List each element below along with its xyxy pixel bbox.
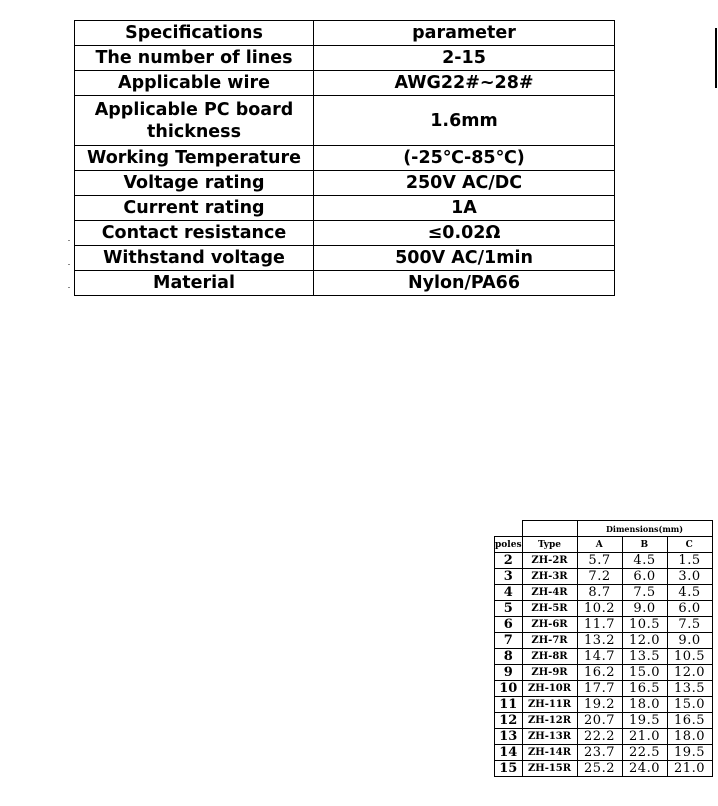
spec-label: Applicable wire [75, 71, 314, 96]
dim-cell-c: 12.0 [667, 665, 712, 681]
dim-cell-a: 16.2 [577, 665, 622, 681]
dim-cell-poles: 6 [495, 617, 523, 633]
spec-row [75, 146, 615, 171]
spec-label: Withstand voltage [75, 246, 314, 271]
dim-cell-b: 15.0 [622, 665, 667, 681]
dim-cell-b: 4.5 [622, 553, 667, 569]
spec-value: 250V AC/DC [314, 171, 615, 196]
dim-cell-b: 19.5 [622, 713, 667, 729]
spec-row [75, 96, 615, 146]
dim-cell-a: 23.7 [577, 745, 622, 761]
dim-header-row [495, 537, 713, 553]
spec-value: 2-15 [314, 46, 615, 71]
dim-row [495, 729, 713, 745]
spec-header-row [75, 21, 615, 46]
spec-row [75, 271, 615, 296]
dim-cell-poles: 5 [495, 601, 523, 617]
dim-row [495, 713, 713, 729]
dim-cell-type: ZH-13R [522, 729, 577, 745]
a-header: A [577, 537, 622, 553]
spec-row [75, 71, 615, 96]
dim-cell-poles: 7 [495, 633, 523, 649]
spec-value: (-25℃-85℃) [314, 146, 615, 171]
dim-row [495, 665, 713, 681]
spec-value: Nylon/PA66 [314, 271, 615, 296]
dim-cell-c: 4.5 [667, 585, 712, 601]
dim-cell-type: ZH-10R [522, 681, 577, 697]
dim-cell-c: 21.0 [667, 761, 712, 777]
right-edge-line [715, 28, 717, 88]
dim-cell-poles: 11 [495, 697, 523, 713]
dimensions-table [494, 520, 713, 777]
dim-row [495, 617, 713, 633]
spec-label: Applicable PC board thickness [75, 96, 314, 146]
dim-cell-type: ZH-2R [522, 553, 577, 569]
dim-row [495, 585, 713, 601]
dim-cell-a: 10.2 [577, 601, 622, 617]
spec-row [75, 196, 615, 221]
dim-cell-type: ZH-6R [522, 617, 577, 633]
dim-cell-b: 7.5 [622, 585, 667, 601]
empty-cell [522, 521, 577, 537]
dim-cell-a: 20.7 [577, 713, 622, 729]
dim-cell-type: ZH-8R [522, 649, 577, 665]
type-header: Type [522, 537, 577, 553]
dim-cell-type: ZH-5R [522, 601, 577, 617]
spec-value: 500V AC/1min [314, 246, 615, 271]
dimensions-title: Dimensions(mm) [577, 521, 712, 537]
dim-cell-poles: 14 [495, 745, 523, 761]
dim-cell-poles: 15 [495, 761, 523, 777]
dim-cell-type: ZH-4R [522, 585, 577, 601]
empty-cell [495, 521, 523, 537]
dim-row [495, 649, 713, 665]
dim-row [495, 681, 713, 697]
dim-cell-b: 6.0 [622, 569, 667, 585]
spec-label: Current rating [75, 196, 314, 221]
spec-label: Material [75, 271, 314, 296]
margin-tick [68, 264, 70, 265]
dim-cell-c: 6.0 [667, 601, 712, 617]
dim-cell-a: 8.7 [577, 585, 622, 601]
dim-cell-c: 16.5 [667, 713, 712, 729]
dim-cell-b: 12.0 [622, 633, 667, 649]
dim-cell-poles: 3 [495, 569, 523, 585]
spec-label: Contact resistance [75, 221, 314, 246]
dim-cell-a: 19.2 [577, 697, 622, 713]
dim-cell-c: 13.5 [667, 681, 712, 697]
dim-cell-type: ZH-15R [522, 761, 577, 777]
dim-cell-type: ZH-14R [522, 745, 577, 761]
dim-cell-a: 22.2 [577, 729, 622, 745]
dim-cell-b: 24.0 [622, 761, 667, 777]
margin-tick [68, 240, 70, 241]
dim-cell-b: 16.5 [622, 681, 667, 697]
specifications-table [74, 20, 615, 296]
spec-value: ≤0.02Ω [314, 221, 615, 246]
dim-row [495, 601, 713, 617]
spec-label: Working Temperature [75, 146, 314, 171]
dim-cell-a: 5.7 [577, 553, 622, 569]
spec-value: AWG22#~28# [314, 71, 615, 96]
dim-cell-b: 9.0 [622, 601, 667, 617]
dim-cell-a: 14.7 [577, 649, 622, 665]
b-header: B [622, 537, 667, 553]
spec-label: The number of lines [75, 46, 314, 71]
dim-cell-type: ZH-7R [522, 633, 577, 649]
dim-cell-type: ZH-12R [522, 713, 577, 729]
dim-cell-b: 13.5 [622, 649, 667, 665]
spec-label: Voltage rating [75, 171, 314, 196]
dim-cell-c: 7.5 [667, 617, 712, 633]
dim-cell-b: 10.5 [622, 617, 667, 633]
dim-title-row [495, 521, 713, 537]
dim-cell-poles: 10 [495, 681, 523, 697]
dim-cell-poles: 4 [495, 585, 523, 601]
dim-row [495, 697, 713, 713]
dim-cell-a: 7.2 [577, 569, 622, 585]
c-header: C [667, 537, 712, 553]
dim-cell-poles: 12 [495, 713, 523, 729]
dim-row [495, 553, 713, 569]
spec-header-value: parameter [314, 21, 615, 46]
dim-cell-type: ZH-9R [522, 665, 577, 681]
margin-tick [68, 287, 70, 288]
dim-cell-c: 15.0 [667, 697, 712, 713]
dim-cell-c: 3.0 [667, 569, 712, 585]
dim-cell-poles: 13 [495, 729, 523, 745]
spec-row [75, 171, 615, 196]
dim-cell-type: ZH-3R [522, 569, 577, 585]
dim-row [495, 569, 713, 585]
dim-cell-b: 21.0 [622, 729, 667, 745]
dim-cell-poles: 8 [495, 649, 523, 665]
dim-cell-b: 22.5 [622, 745, 667, 761]
dim-row [495, 633, 713, 649]
spec-value: 1A [314, 196, 615, 221]
dim-cell-a: 11.7 [577, 617, 622, 633]
dim-cell-poles: 2 [495, 553, 523, 569]
dim-cell-c: 1.5 [667, 553, 712, 569]
spec-row [75, 221, 615, 246]
dim-cell-c: 10.5 [667, 649, 712, 665]
dim-cell-poles: 9 [495, 665, 523, 681]
spec-row [75, 46, 615, 71]
poles-header: poles [495, 537, 523, 553]
spec-value: 1.6mm [314, 96, 615, 146]
dim-row [495, 745, 713, 761]
dim-cell-b: 18.0 [622, 697, 667, 713]
dim-cell-a: 17.7 [577, 681, 622, 697]
spec-row [75, 246, 615, 271]
dim-cell-a: 25.2 [577, 761, 622, 777]
dim-cell-c: 19.5 [667, 745, 712, 761]
dim-cell-type: ZH-11R [522, 697, 577, 713]
dim-cell-c: 9.0 [667, 633, 712, 649]
dim-cell-a: 13.2 [577, 633, 622, 649]
spec-header-label: Specifications [75, 21, 314, 46]
dim-cell-c: 18.0 [667, 729, 712, 745]
dim-row [495, 761, 713, 777]
